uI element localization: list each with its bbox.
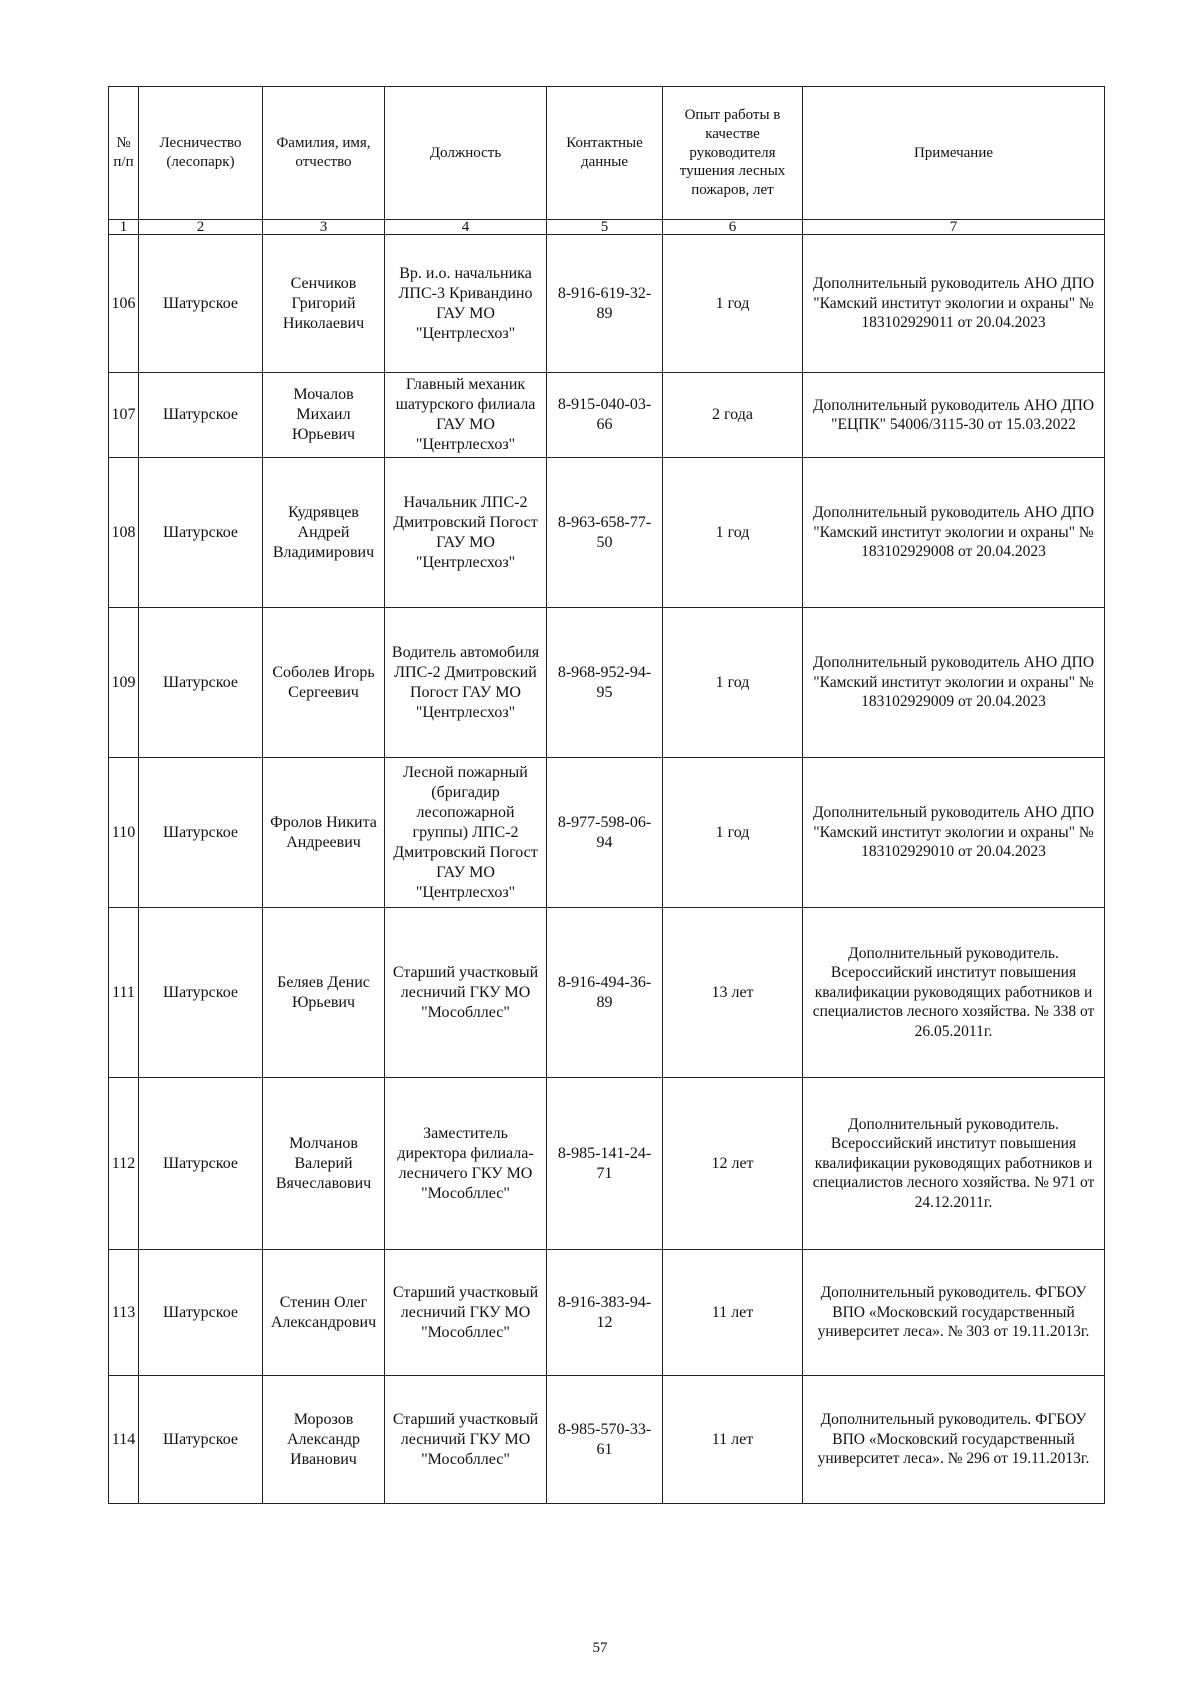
phone-cell: 8-916-619-32-89 (547, 235, 663, 373)
table-row (109, 1078, 1105, 1250)
name-cell: Мочалов Михаил Юрьевич (263, 373, 385, 458)
experience-cell: 11 лет (663, 1376, 803, 1504)
note-cell: Дополнительный руководитель АНО ДПО "Камский институт экологии и охраны" № 183102929008 от 20.04.2023 (803, 458, 1105, 608)
note-cell: Дополнительный руководитель. ФГБОУ ВПО «Московский государственный университет леса». № 296 от 19.11.2013г. (803, 1376, 1105, 1504)
phone-cell: 8-968-952-94-95 (547, 608, 663, 758)
table-row (109, 1376, 1105, 1504)
row-number: 110 (109, 758, 139, 908)
phone-cell: 8-985-141-24-71 (547, 1078, 663, 1250)
column-number: 6 (663, 220, 803, 235)
position-cell: Главный механик шатурского филиала ГАУ МО "Центрлесхоз" (385, 373, 547, 458)
forestry-cell: Шатурское (139, 1078, 263, 1250)
column-number-row (109, 220, 1105, 235)
row-number: 114 (109, 1376, 139, 1504)
position-cell: Старший участковый лесничий ГКУ МО "Мособллес" (385, 1376, 547, 1504)
row-number: 109 (109, 608, 139, 758)
experience-cell: 13 лет (663, 908, 803, 1078)
note-cell: Дополнительный руководитель АНО ДПО "ЕЦПК" 54006/3115-30 от 15.03.2022 (803, 373, 1105, 458)
name-cell: Морозов Александр Иванович (263, 1376, 385, 1504)
name-cell: Соболев Игорь Сергеевич (263, 608, 385, 758)
row-number: 108 (109, 458, 139, 608)
name-cell: Беляев Денис Юрьевич (263, 908, 385, 1078)
note-cell: Дополнительный руководитель АНО ДПО "Камский институт экологии и охраны" № 183102929010 от 20.04.2023 (803, 758, 1105, 908)
row-number: 107 (109, 373, 139, 458)
table-row (109, 1250, 1105, 1376)
fire-leaders-table (108, 86, 1105, 1504)
row-number: 106 (109, 235, 139, 373)
header-cell-number: № п/п (109, 87, 139, 220)
position-cell: Старший участковый лесничий ГКУ МО "Мособллес" (385, 1250, 547, 1376)
column-number: 3 (263, 220, 385, 235)
column-number: 5 (547, 220, 663, 235)
table-row (109, 758, 1105, 908)
position-cell: Лесной пожарный (бригадир лесопожарной группы) ЛПС-2 Дмитровский Погост ГАУ МО "Центрлесхоз" (385, 758, 547, 908)
experience-cell: 1 год (663, 458, 803, 608)
name-cell: Фролов Никита Андреевич (263, 758, 385, 908)
position-cell: Вр. и.о. начальника ЛПС-3 Кривандино ГАУ МО "Центрлесхоз" (385, 235, 547, 373)
header-cell-forestry: Лесничество (лесопарк) (139, 87, 263, 220)
table-row (109, 458, 1105, 608)
header-row (109, 87, 1105, 220)
position-cell: Начальник ЛПС-2 Дмитровский Погост ГАУ МО "Центрлесхоз" (385, 458, 547, 608)
phone-cell: 8-916-383-94-12 (547, 1250, 663, 1376)
header-cell-note: Примечание (803, 87, 1105, 220)
phone-cell: 8-916-494-36-89 (547, 908, 663, 1078)
experience-cell: 12 лет (663, 1078, 803, 1250)
row-number: 112 (109, 1078, 139, 1250)
header-cell-experience: Опыт работы в качестве руководителя тушения лесных пожаров, лет (663, 87, 803, 220)
column-number: 7 (803, 220, 1105, 235)
row-number: 113 (109, 1250, 139, 1376)
experience-cell: 2 года (663, 373, 803, 458)
forestry-cell: Шатурское (139, 908, 263, 1078)
position-cell: Заместитель директора филиала-лесничего ГКУ МО "Мособллес" (385, 1078, 547, 1250)
row-number: 111 (109, 908, 139, 1078)
note-cell: Дополнительный руководитель. Всероссийский институт повышения квалификации руководящих работников и специалистов лесного хозяйства. № 971 от 24.12.2011г. (803, 1078, 1105, 1250)
table-row (109, 608, 1105, 758)
column-number: 2 (139, 220, 263, 235)
note-cell: Дополнительный руководитель АНО ДПО "Камский институт экологии и охраны" № 183102929009 от 20.04.2023 (803, 608, 1105, 758)
experience-cell: 1 год (663, 758, 803, 908)
phone-cell: 8-963-658-77-50 (547, 458, 663, 608)
phone-cell: 8-915-040-03-66 (547, 373, 663, 458)
name-cell: Кудрявцев Андрей Владимирович (263, 458, 385, 608)
note-cell: Дополнительный руководитель. ФГБОУ ВПО «Московский государственный университет леса». № 303 от 19.11.2013г. (803, 1250, 1105, 1376)
name-cell: Молчанов Валерий Вячеславович (263, 1078, 385, 1250)
experience-cell: 11 лет (663, 1250, 803, 1376)
header-cell-position: Должность (385, 87, 547, 220)
forestry-cell: Шатурское (139, 1376, 263, 1504)
name-cell: Сенчиков Григорий Николаевич (263, 235, 385, 373)
column-number: 4 (385, 220, 547, 235)
forestry-cell: Шатурское (139, 758, 263, 908)
experience-cell: 1 год (663, 235, 803, 373)
position-cell: Водитель автомобиля ЛПС-2 Дмитровский Погост ГАУ МО "Центрлесхоз" (385, 608, 547, 758)
header-cell-name: Фамилия, имя, отчество (263, 87, 385, 220)
position-cell: Старший участковый лесничий ГКУ МО "Мособллес" (385, 908, 547, 1078)
forestry-cell: Шатурское (139, 373, 263, 458)
forestry-cell: Шатурское (139, 235, 263, 373)
note-cell: Дополнительный руководитель. Всероссийский институт повышения квалификации руководящих работников и специалистов лесного хозяйства. № 338 от 26.05.2011г. (803, 908, 1105, 1078)
table-row (109, 235, 1105, 373)
name-cell: Стенин Олег Александрович (263, 1250, 385, 1376)
forestry-cell: Шатурское (139, 458, 263, 608)
table-row (109, 373, 1105, 458)
header-cell-contacts: Контактные данные (547, 87, 663, 220)
note-cell: Дополнительный руководитель АНО ДПО "Камский институт экологии и охраны" № 183102929011 от 20.04.2023 (803, 235, 1105, 373)
experience-cell: 1 год (663, 608, 803, 758)
column-number: 1 (109, 220, 139, 235)
table-row (109, 908, 1105, 1078)
phone-cell: 8-977-598-06-94 (547, 758, 663, 908)
forestry-cell: Шатурское (139, 608, 263, 758)
forestry-cell: Шатурское (139, 1250, 263, 1376)
page-number: 57 (592, 1640, 608, 1656)
phone-cell: 8-985-570-33-61 (547, 1376, 663, 1504)
